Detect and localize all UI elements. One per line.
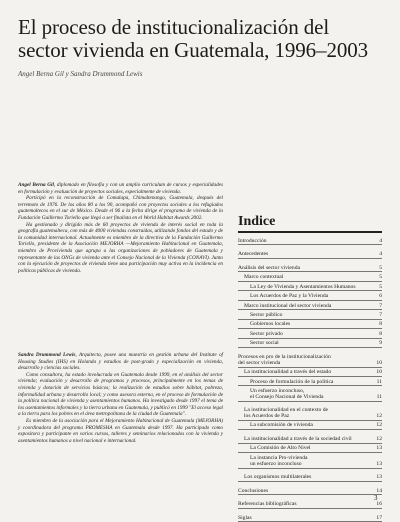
toc-entry-label [238,274,283,280]
toc-entry-label [238,474,311,480]
toc-entry-label [238,284,356,290]
authors-line: Angel Berna Gil y Sandra Drummond Lewis [18,70,143,78]
toc-entry[interactable] [238,282,382,291]
toc-entry-label-line: el Consejo Nacional de Vivienda [250,394,324,401]
toc-entry-page: 7 [379,311,382,318]
bio2-intro: , Arquitecta, posee una maestría en gestión urbana del Institute of Housing Studies (IHS) en Holanda y estudios de post-grado y especialización en vivienda, desarrollo y ciencias sociales. [18,352,223,372]
toc-entry-label [238,388,324,400]
toc-entry-label [238,331,283,337]
toc-entry-label-line: Análisis del sector vivienda [238,264,300,271]
toc-entry-page: 9 [379,340,382,347]
toc-entry-label-line: La Comisión de Alto Nivel [250,445,311,452]
bio2-name: Sandra Drummond Lewis [18,352,76,358]
toc-entry-page: 4 [379,251,382,258]
toc-entry-label-line: La institucionalidad a través de la sociedad civil [244,435,352,442]
toc-entry[interactable] [238,329,382,338]
toc-entry-label [238,321,290,327]
toc-entry[interactable] [238,473,382,482]
toc-entry[interactable] [238,249,382,258]
toc-entry-label-line: Siglas [238,514,252,521]
toc-entry-label-line: Los organismos multilaterales [244,474,312,481]
toc-entry-label [238,303,331,309]
toc-entry-label [238,369,331,375]
toc-entry-page: 13 [376,460,382,467]
index-heading: Indice [238,214,276,229]
toc-entry[interactable] [238,499,382,508]
toc-entry-label-line: La subcomisión de vivienda [250,422,313,429]
toc-entry-label-line: Marco contextual [244,274,284,281]
toc-entry-page: 12 [376,422,382,429]
toc-entry-label-line: Sector privado [250,330,283,337]
toc-entry[interactable] [238,301,382,310]
toc-entry-label [238,445,311,451]
toc-entry-label [238,488,268,494]
toc-entry-page: 5 [379,283,382,290]
toc-entry-label [238,379,333,385]
toc-entry-page: 10 [376,359,382,366]
toc-entry[interactable] [238,352,382,367]
toc-entry-page: 5 [379,274,382,281]
toc-entry-page: 8 [379,321,382,328]
bio-sandra-drummond-lewis [18,352,223,444]
toc-entry-label-line: La Ley de Vivienda y Asentamientos Humanos [250,283,356,290]
toc-entry-label-line: La institucionalidad a través del estado [244,369,332,376]
toc-entry-page: 17 [376,514,382,521]
toc-entry[interactable] [238,263,382,272]
toc-entry[interactable] [238,434,382,443]
index-heading-rule [238,231,382,233]
toc-entry[interactable] [238,368,382,377]
toc-entry-page: 11 [376,394,382,401]
toc-entry[interactable] [238,486,382,495]
toc-entry-label-line: Introducción [238,237,267,244]
toc-entry-page: 13 [376,445,382,452]
toc-entry-label-line: La institucionalidad en el contexto de [244,407,329,414]
toc-entry-label [238,455,307,467]
toc-entry[interactable] [238,513,382,522]
toc-entry-page: 8 [379,330,382,337]
title-line-1: El proceso de institucionalización del [18,15,330,39]
toc-entry-page: 5 [379,264,382,271]
page-number: 3 [374,494,378,502]
toc-entry[interactable] [238,377,382,386]
bio2-paragraph-1 [18,352,223,372]
toc-entry-label [238,251,268,257]
toc-entry-label [238,293,328,299]
toc-entry-label-line: Referencias bibliográficas [238,501,297,508]
toc-entry[interactable] [238,236,382,245]
toc-entry-label-line: Proceso de formulación de la política [250,378,334,385]
toc-entry-label-line: Marco institucional del sector vivienda [244,302,332,309]
bio2-paragraph-3: Es miembro de la asociación para el Mejoramiento Habitacional de Guatemala (MEJORHA) y coordinadora del programa PROMESHA en Guatemala desde 1997. Ha participado como expositora y participante en varios cursos, talleres y seminarios relacionados con la vivienda y asentamientos humanos a nivel nacional e internacional. [18,417,223,444]
toc-entry-label [238,422,313,428]
toc-entry-label [238,501,297,507]
toc-entry-label-line: Los Acuerdos de Paz y la Vivienda [250,293,329,300]
toc-entry-label-line: Conclusiones [238,487,269,494]
bio1-paragraph-1 [18,182,223,195]
toc-entry-page: 14 [376,487,382,494]
toc-entry-label [238,407,328,419]
toc-entry-label [238,436,352,442]
article-title [18,16,388,62]
toc-entry[interactable] [238,406,382,421]
toc-entry-label-line: Gobiernos locales [250,321,291,328]
toc-entry-page: 10 [376,369,382,376]
toc-entry-label [238,354,331,366]
bio1-intro: , diplomado en filosofía y con un amplio curriculum de cursos y especialidades en formulación y evaluación de proyectos sociales, especialmente de vivienda. [18,182,223,195]
title-line-2: sector vivienda en Guatemala, 1996–2003 [18,38,369,62]
toc-entry-label-line: del sector vivienda [238,359,281,366]
toc-entry-page: 4 [379,237,382,244]
toc-entry-page: 6 [379,293,382,300]
toc-entry-label-line: un esfuerzo inconcluso [250,460,302,467]
toc-entry-page: 12 [376,435,382,442]
toc-entry-label-line: Un esfuerzo inconcluso, [250,388,305,395]
bio2-paragraph-2: Como consultora, ha estado involucrada en Guatemala desde 1999, en el análisis del sector vivienda; evaluación y desarrollo de programas y procesos, principalmente en los temas de vivienda y dotación de servicios básicos; la realización de estudios sobre hábitat, pobreza, informalidad urbana y desarrollo local; y como asesora externa, en el proceso de formulación de la política nacional de vivienda y asentamientos humanos. Ha investigado desde 1997 el tema de los asentamientos informales y la tierra urbana en Guatemala, y publicó en 1999 "El acceso legal a la tierra para los pobres en el área metropolitana de la ciudad de Guatemala". [18,371,223,418]
toc-entry-label-line: Antecedentes [238,251,269,258]
toc-entry-label-line: La instancia Pro-vivienda [250,454,308,461]
toc-entry[interactable] [238,386,382,401]
bio1-paragraph-3: Ha gestionado y dirigido más de 60 proyectos de vivienda de interés social en toda la geografía guatemalteca, con más de 4000 viviendas construidas, utilizando fondos del estado y de la comunidad internacional. Actualmente es miembro de la directiva de la Fundación Guillermo Toriello, presidente de la Asociación MEJORHA —Mejoramiento Habitacional en Guatemala, miembro de Provivienda que agrupa a las organizaciones de pobladores de Guatemala y representante de las ONGs de vivienda ante el Consejo Nacional de la Vivienda (CONAVI). Junto con la ejecución de proyectos de vivienda tiene una participación muy activa en la incidencia en políticas públicas de vivienda. [18,221,223,274]
toc-entry-page: 12 [376,413,382,420]
bio-angel-berna-gil [18,182,223,274]
toc-entry-label-line: Sector público [250,311,283,318]
toc-entry[interactable] [238,339,382,348]
bio1-paragraph-2: Participó en la reconstrucción de Comalapa, Chimaltenango, Guatemala, después del terremoto de 1976. De los años 80 a los 90, acompañó con proyectos sociales a los refugiados guatemaltecos en el sur de México. Desde el 96 a la fecha dirige el programa de vivienda de la Fundación Guillermo Toriello que llegó a ser finalista en el World Habitat Awards 2002. [18,195,223,221]
toc-entry-label [238,238,267,244]
toc-entry-label [238,265,300,271]
toc-entry[interactable] [238,444,382,453]
toc-entry[interactable] [238,453,382,468]
toc-entry-page: 7 [379,302,382,309]
toc-entry[interactable] [238,320,382,329]
toc-entry[interactable] [238,421,382,430]
toc-entry[interactable] [238,310,382,319]
bio1-name: Angel Berna Gil [18,182,54,188]
toc-entry[interactable] [238,291,382,300]
toc-entry-page: 11 [376,378,382,385]
toc-entry-label [238,515,252,521]
toc-entry-label [238,312,282,318]
toc-entry-label [238,340,279,346]
toc-entry-page: 13 [376,474,382,481]
toc-entry[interactable] [238,272,382,281]
toc-entry-page: 16 [376,501,382,508]
table-of-contents [238,236,382,522]
toc-entry-label-line: Sector social [250,340,279,347]
toc-entry-label-line: los Acuerdos de Paz [244,413,290,420]
toc-entry-label-line: Procesos en pro de la institucionalización [238,353,331,360]
